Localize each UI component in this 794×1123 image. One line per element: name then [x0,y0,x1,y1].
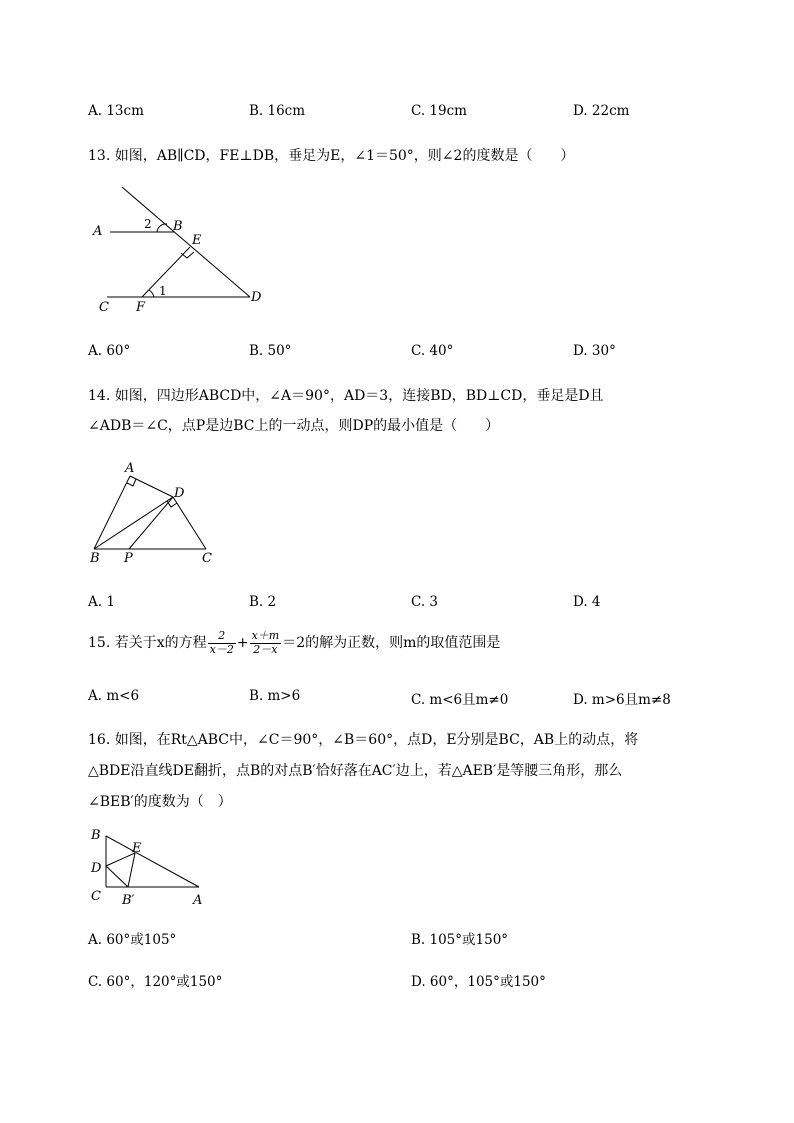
q14-label-c: C [202,551,212,566]
q16-option-d: D. 60°，105°或150° [411,974,546,990]
q16-label-e: E [132,841,142,856]
q16-line-eb-prime [128,853,135,887]
q12-option-d: D. 22cm [573,103,630,119]
q15-stem-suffix: ＝2的解为正数，则m的取值范围是 [282,635,501,652]
q14-figure [85,458,225,568]
q14-label-a: A [125,461,135,476]
q16-label-d: D [91,861,102,876]
q14-line-bd [94,497,173,549]
q13-stem: 13. 如图，AB∥CD，FE⊥DB，垂足为E，∠1＝50°，则∠2的度数是（ ） [88,148,575,164]
q13-angle2-arc [157,224,167,232]
q16-label-a: A [193,893,203,908]
q16-stem-line1: 16. 如图，在Rt△ABC中，∠C＝90°，∠B＝60°，点D，E分别是BC，AB上的动点，将 [88,732,639,748]
q16-option-c: C. 60°，120°或150° [88,974,223,990]
q12-option-c: C. 19cm [411,103,467,119]
q15-stem-prefix: 15. 若关于x的方程 [88,635,207,652]
q14-label-p: P [124,551,133,566]
q16-line-de [106,853,135,866]
q14-label-d: D [174,486,185,501]
q15-plus-sign: + [236,635,249,652]
q14-stem-line2: ∠ADB＝∠C，点P是边BC上的一动点，则DP的最小值是（ ） [88,418,500,434]
q14-line-ab [94,476,130,549]
q15-option-d: D. m>6且m≠8 [573,692,671,708]
q15-option-b: B. m>6 [249,688,301,704]
q14-line-dp [129,497,173,549]
q16-label-b: B [91,828,101,843]
q15-frac1-denominator: x－2 [209,642,234,656]
q13-angle1-arc [149,290,154,297]
q14-option-d: D. 4 [573,594,601,610]
q16-option-b: B. 105°或150° [411,932,509,948]
q13-label-f: F [136,300,146,315]
q13-figure [85,180,275,315]
q15-fraction-1 [208,630,236,656]
q14-line-ad [130,476,173,497]
q16-stem-line2: △BDE沿直线DE翻折，点B的对点B′恰好落在AC′边上，若△AEB′是等腰三角形，那么 [88,763,623,779]
q13-right-angle-mark [181,252,194,258]
q12-option-a: A. 13cm [88,103,144,119]
q13-label-b: B [173,219,183,234]
q14-label-b: B [90,551,100,566]
q16-line-db-prime [106,866,128,887]
q13-label-c: C [99,300,109,315]
q13-option-b: B. 50° [249,343,292,359]
q13-label-d: D [251,290,262,305]
q14-line-dc [173,497,206,549]
q16-label-c: C [91,889,101,904]
q13-option-d: D. 30° [573,343,616,359]
q15-frac2-denominator: 2－x [253,642,278,656]
q15-option-a: A. m<6 [88,688,140,704]
q14-option-c: C. 3 [411,594,439,610]
q15-fraction-2 [250,630,282,656]
q14-option-b: B. 2 [249,594,277,610]
q15-frac2-numerator: x＋m [251,629,280,642]
q13-label-angle1: 1 [159,284,167,298]
q13-line-bd [122,187,250,297]
q12-option-b: B. 16cm [249,103,306,119]
q13-option-a: A. 60° [88,343,131,359]
q14-stem-line1: 14. 如图，四边形ABCD中，∠A＝90°，AD＝3，连接BD，BD⊥CD，垂足是D且 [88,388,604,404]
q14-option-a: A. 1 [88,594,115,610]
q15-stem [88,630,500,656]
q16-stem-line3: ∠BEB′的度数为（ ） [88,794,232,810]
q13-label-angle2: 2 [144,217,152,231]
q16-option-a: A. 60°或105° [88,932,177,948]
q16-figure [85,822,215,912]
q16-label-b-prime: B′ [122,893,135,908]
q13-label-e: E [192,233,202,248]
q15-option-c: C. m<6且m≠0 [411,692,509,708]
q13-label-a: A [93,224,103,239]
q13-option-c: C. 40° [411,343,454,359]
q15-frac1-numerator: 2 [208,630,236,644]
